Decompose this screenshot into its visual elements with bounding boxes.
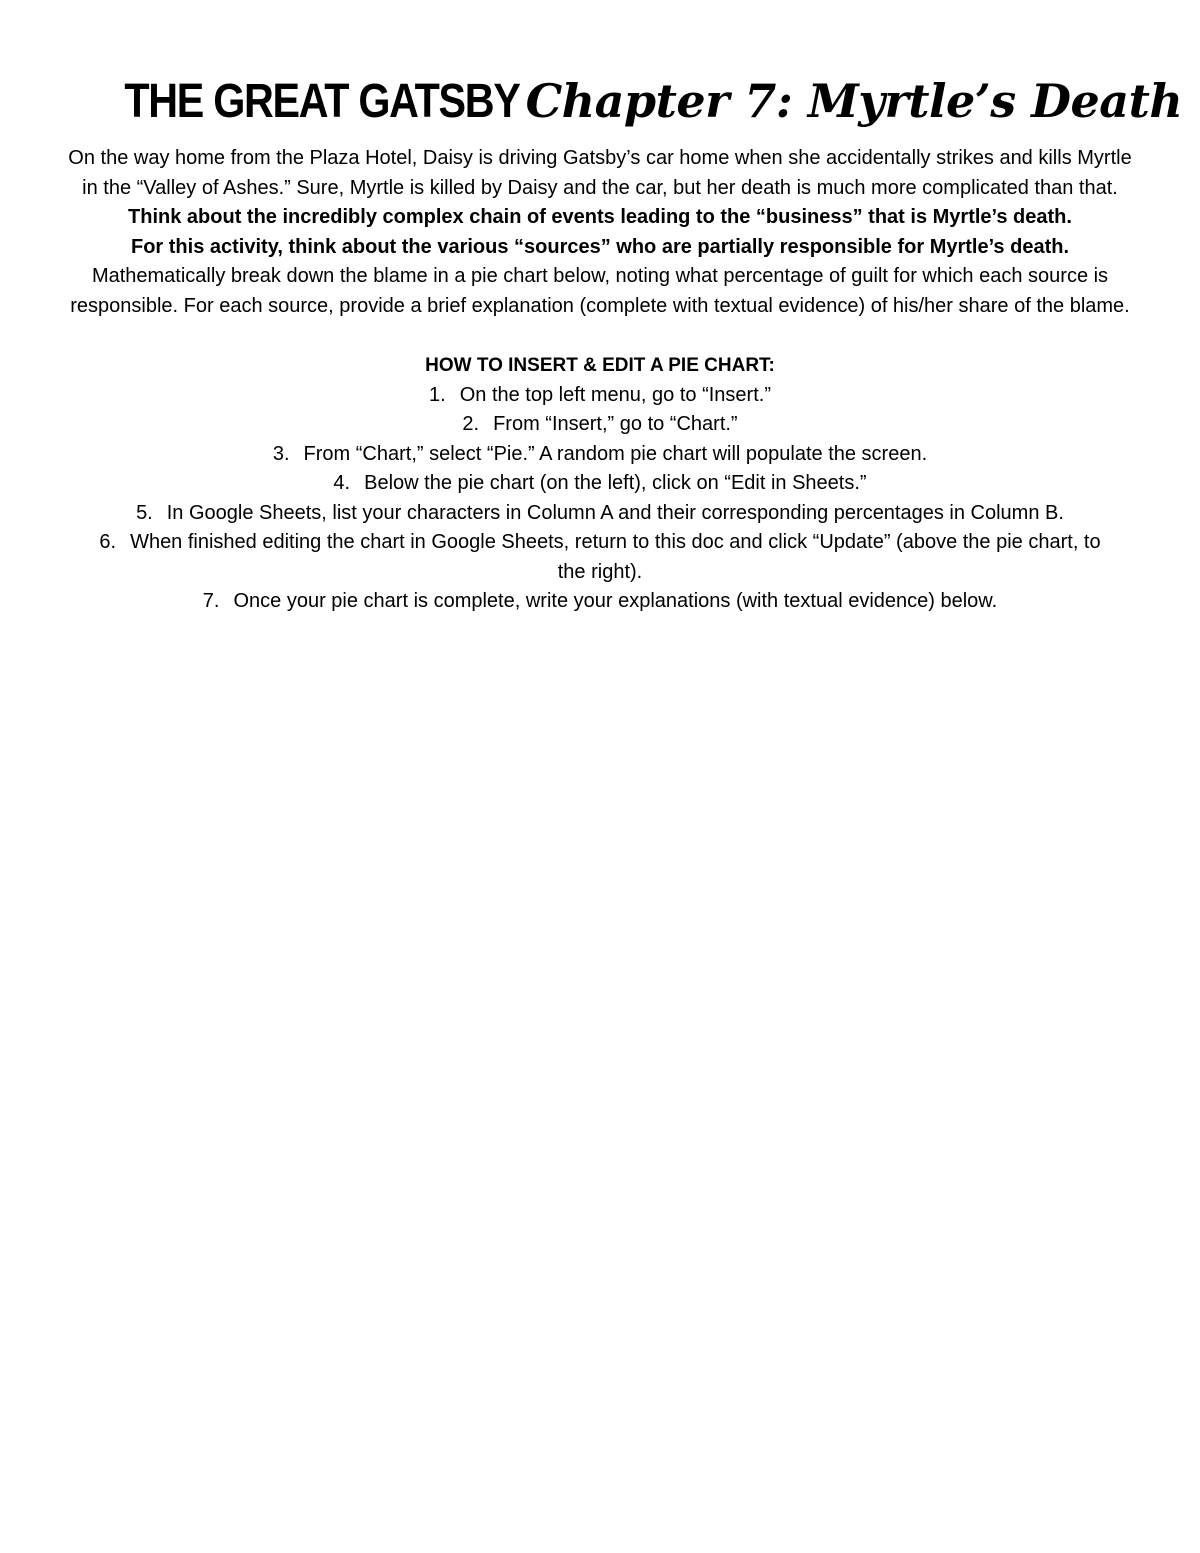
intro-emphasis: Think about the incredibly complex chain of events leading to the “business” that is Myrtle’s death. [128, 206, 1072, 228]
step-text: In Google Sheets, list your characters in Column A and their corresponding percentages in Column B. [166, 501, 1064, 524]
step-text: From “Insert,” go to “Chart.” [493, 413, 738, 435]
step-number: 2. [462, 413, 480, 435]
page-title [60, 74, 1183, 144]
worksheet-page [60, 74, 1183, 617]
howto-heading: HOW TO INSERT & EDIT A PIE CHART: [425, 355, 775, 376]
intro-text: On the way home from the Plaza Hotel, Daisy is driving Gatsby’s car home when she accidentally strikes and kills Myrtle in the “Valley of Ashes.” Sure, Myrtle is killed by Daisy and the car, but her death is much more complicated than that. [68, 147, 1132, 199]
activity-description: Mathematically break down the blame in a pie chart below, noting what percentage of guilt for which each source is responsible. For each source, provide a brief explanation (complete with textual evidence) of his/her share of the blame. [70, 265, 1130, 317]
step-number: 3. [272, 442, 290, 465]
step-number: 4. [333, 472, 351, 494]
activity-instruction: For this activity, think about the various “sources” who are partially responsible for Myrtle’s death. [131, 235, 1069, 258]
title-main: THE GREAT GATSBY [124, 75, 520, 128]
step-number: 6. [99, 531, 117, 553]
step-text: Below the pie chart (on the left), click on “Edit in Sheets.” [364, 472, 867, 494]
howto-step [60, 469, 1140, 499]
howto-step [60, 410, 1140, 440]
intro-paragraph [60, 144, 1140, 321]
howto-step [60, 499, 1140, 529]
step-number: 1. [429, 383, 446, 406]
howto-step [60, 440, 1140, 470]
step-text: From “Chart,” select “Pie.” A random pie chart will populate the screen. [303, 442, 928, 465]
step-text: Once your pie chart is complete, write your explanations (with textual evidence) below. [233, 590, 998, 612]
step-number: 7. [202, 590, 220, 612]
howto-step [60, 587, 1140, 617]
step-text: When finished editing the chart in Google Sheets, return to this doc and click “Update” (above the pie chart, to the right). [130, 531, 1101, 583]
title-subtitle: Chapter 7: Myrtle’s Death [525, 74, 1183, 128]
howto-step [60, 381, 1140, 411]
step-number: 5. [136, 501, 153, 524]
howto-step [60, 528, 1140, 587]
howto-steps-list [60, 381, 1140, 617]
step-text: On the top left menu, go to “Insert.” [459, 383, 771, 406]
